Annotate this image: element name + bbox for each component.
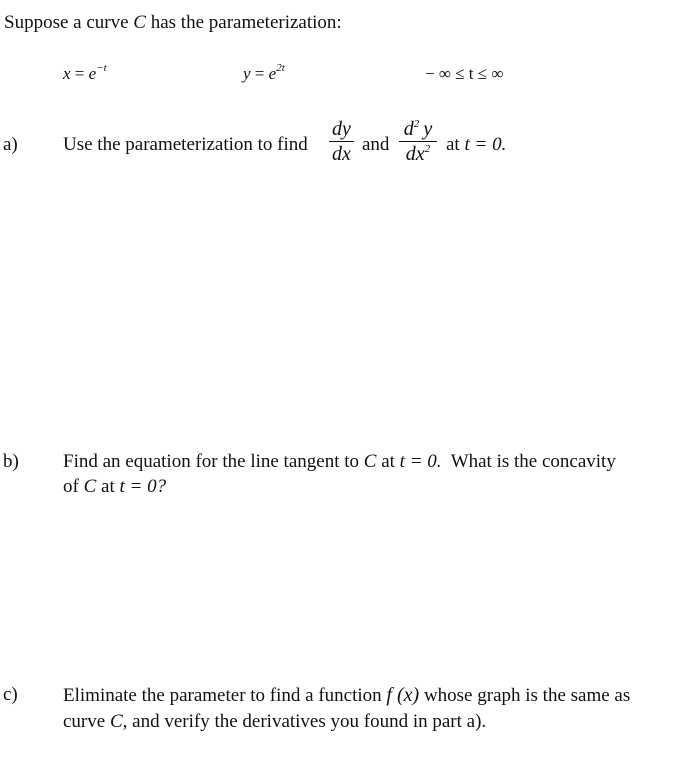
x-symbol: x <box>63 64 71 83</box>
part-a-text: Use the parameterization to find <box>63 134 308 155</box>
function-notation: f (x) <box>386 684 420 706</box>
equals-sign: = <box>254 64 265 83</box>
t-equals-zero: t = 0? <box>119 476 167 497</box>
curve-symbol: C <box>363 451 377 472</box>
second-derivative-fraction <box>399 118 437 165</box>
y-exponent: 2t <box>276 62 285 74</box>
curve-symbol: C <box>83 476 97 497</box>
curve-symbol: C <box>109 711 123 732</box>
part-b-line2: of C at t = 0? <box>63 476 167 497</box>
intro-text-end: has the parameterization: <box>145 12 342 33</box>
parameter-domain: − ∞ ≤ t ≤ ∞ <box>425 64 504 83</box>
part-c-line2: curve C, and verify the derivatives you found in part a). <box>63 711 487 732</box>
t-equals-zero: t = 0. <box>399 451 442 472</box>
part-a-label: a) <box>3 134 18 155</box>
first-derivative-denominator: dx <box>332 143 351 165</box>
x-exponent: −t <box>96 62 107 74</box>
part-b-line1: Find an equation for the line tangent to C at t = 0. What is the concavity <box>63 451 616 472</box>
first-derivative-fraction <box>329 118 354 165</box>
part-c-label: c) <box>3 684 18 705</box>
second-derivative-denominator: $dx^2$ <box>405 143 431 165</box>
x-base: e <box>88 64 97 83</box>
y-base: e <box>268 64 277 83</box>
second-derivative-numerator: $d^2$ y <box>403 118 433 140</box>
intro-sentence <box>4 12 342 34</box>
equals-sign: = <box>74 64 85 83</box>
y-equation <box>243 64 285 84</box>
t-equals-zero: t = 0. <box>464 134 507 155</box>
first-derivative-numerator: dy <box>332 118 351 140</box>
curve-symbol: C <box>133 12 146 33</box>
x-equation <box>63 64 107 84</box>
intro-text: Suppose a curve <box>4 12 134 33</box>
part-a-condition: at t = 0. <box>446 134 507 155</box>
fraction-bar <box>329 141 354 142</box>
part-c-line1: Eliminate the parameter to find a function f (x) whose graph is the same as <box>63 684 631 706</box>
part-b-label: b) <box>3 451 19 472</box>
and-word: and <box>362 134 390 155</box>
fraction-bar <box>399 141 437 142</box>
y-symbol: y <box>243 64 251 83</box>
